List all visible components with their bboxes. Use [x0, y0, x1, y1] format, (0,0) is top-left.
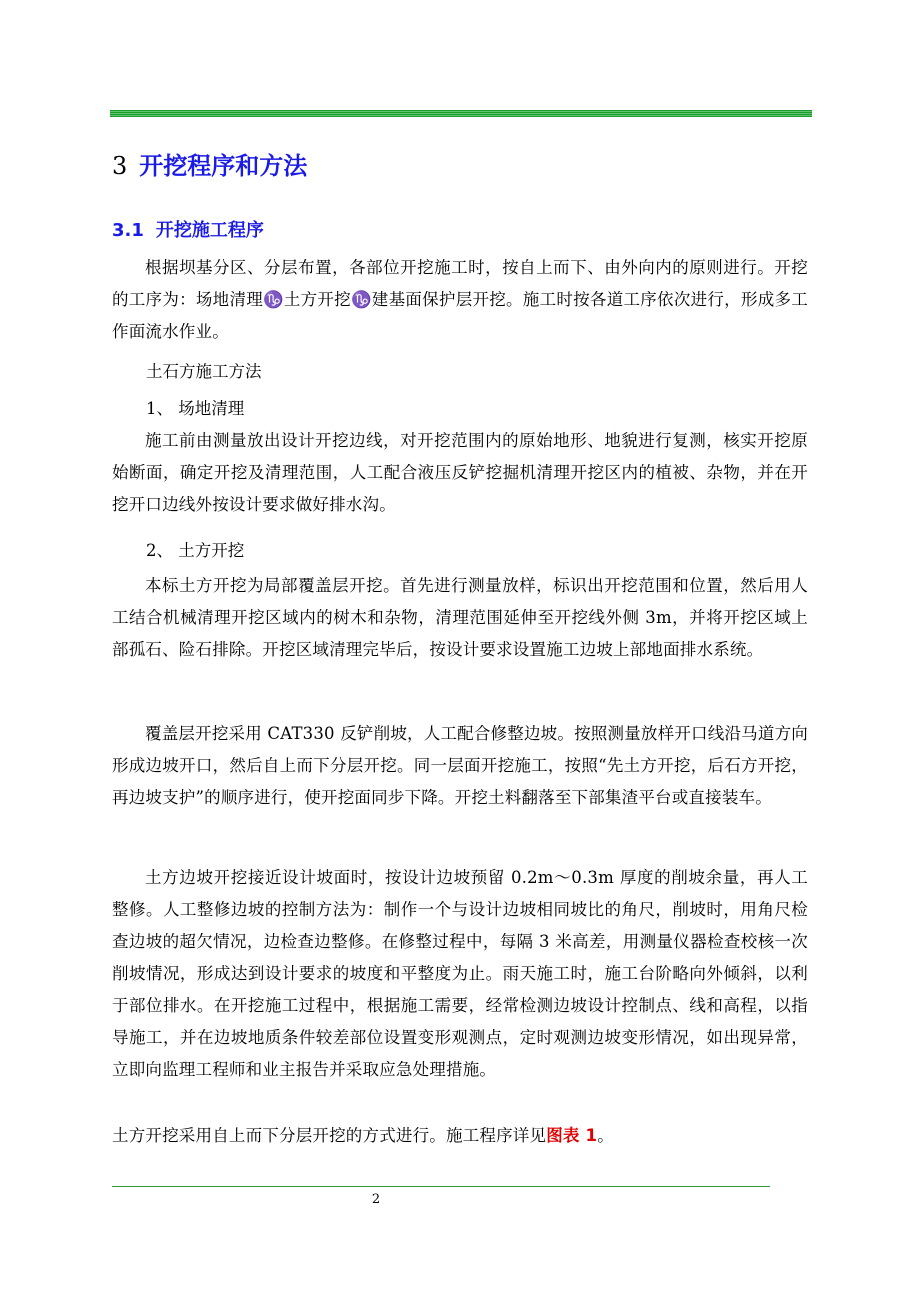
paragraph-site-clearing: 施工前由测量放出设计开挖边线，对开挖范围内的原始地形、地貌进行复测，核实开挖原始断面，确定开挖及清理范围，人工配合液压反铲挖掘机清理开挖区内的植被、杂物，并在开挖开口边线外按设计要求做好排水沟。 [112, 431, 808, 514]
page-number: 2 [371, 1192, 381, 1207]
header-rule [110, 110, 812, 117]
subsection-heading [112, 216, 264, 242]
list-item-site-clearing: 1、 场地清理 [146, 399, 245, 418]
paragraph-procedure-ref [112, 1120, 808, 1152]
footer-rule [112, 1186, 770, 1187]
section-title: 开挖程序和方法 [139, 152, 308, 180]
paragraph-earth-excavation: 本标土方开挖为局部覆盖层开挖。首先进行测量放样，标识出开挖范围和位置，然后用人工结合机械清理开挖区域内的树木和杂物，清理范围延伸至开挖线外侧 3m，并将开挖区域上部孤石、险石排除。开挖区域清理完毕后，按设计要求设置施工边坡上部地面排水系统。 [112, 576, 808, 659]
procedure-ref-end: 。 [597, 1126, 614, 1145]
subsection-title: 开挖施工程序 [155, 220, 264, 241]
paragraph-procedure: 根据坝基分区、分层布置，各部位开挖施工时，按自上而下、由外向内的原则进行。开挖的工序为：场地清理♑土方开挖♑建基面保护层开挖。施工时按各道工序依次进行，形成多工作面流水作业。 [112, 258, 808, 341]
figure-reference-link[interactable]: 图表 1 [546, 1126, 598, 1145]
paragraph-overburden: 覆盖层开挖采用 CAT330 反铲削坡，人工配合修整边坡。按照测量放样开口线沿马道方向形成边坡开口，然后自上而下分层开挖。同一层面开挖施工，按照“先土方开挖，后石方开挖，再边坡支护”的顺序进行，使开挖面同步下降。开挖土料翻落至下部集渣平台或直接装车。 [112, 724, 808, 807]
section-number: 3 [112, 152, 128, 180]
section-heading [112, 146, 307, 181]
procedure-ref-text: 土方开挖采用自上而下分层开挖的方式进行。施工程序详见 [112, 1126, 547, 1145]
paragraph-method-title: 土石方施工方法 [146, 362, 262, 381]
subsection-number: 3.1 [112, 220, 144, 241]
list-item-earth-excavation: 2、 土方开挖 [146, 541, 245, 560]
paragraph-slope-trimming: 土方边坡开挖接近设计坡面时，按设计边坡预留 0.2m～0.3m 厚度的削坡余量，再人工整修。人工整修边坡的控制方法为：制作一个与设计边坡相同坡比的角尺，削坡时，用角尺检查边坡的超欠情况，边检查边整修。在修整过程中，每隔 3 米高差，用测量仪器检查校核一次削坡情况，形成达到设计要求的坡度和平整度为止。雨天施工时，施工台阶略向外倾斜，以利于部位排水。在开挖施工过程中，根据施工需要，经常检测边坡设计控制点、线和高程，以指导施工，并在边坡地质条件较差部位设置变形观测点，定时观测边坡变形情况，如出现异常，立即向监理工程师和业主报告并采取应急处理措施。 [112, 868, 808, 1079]
